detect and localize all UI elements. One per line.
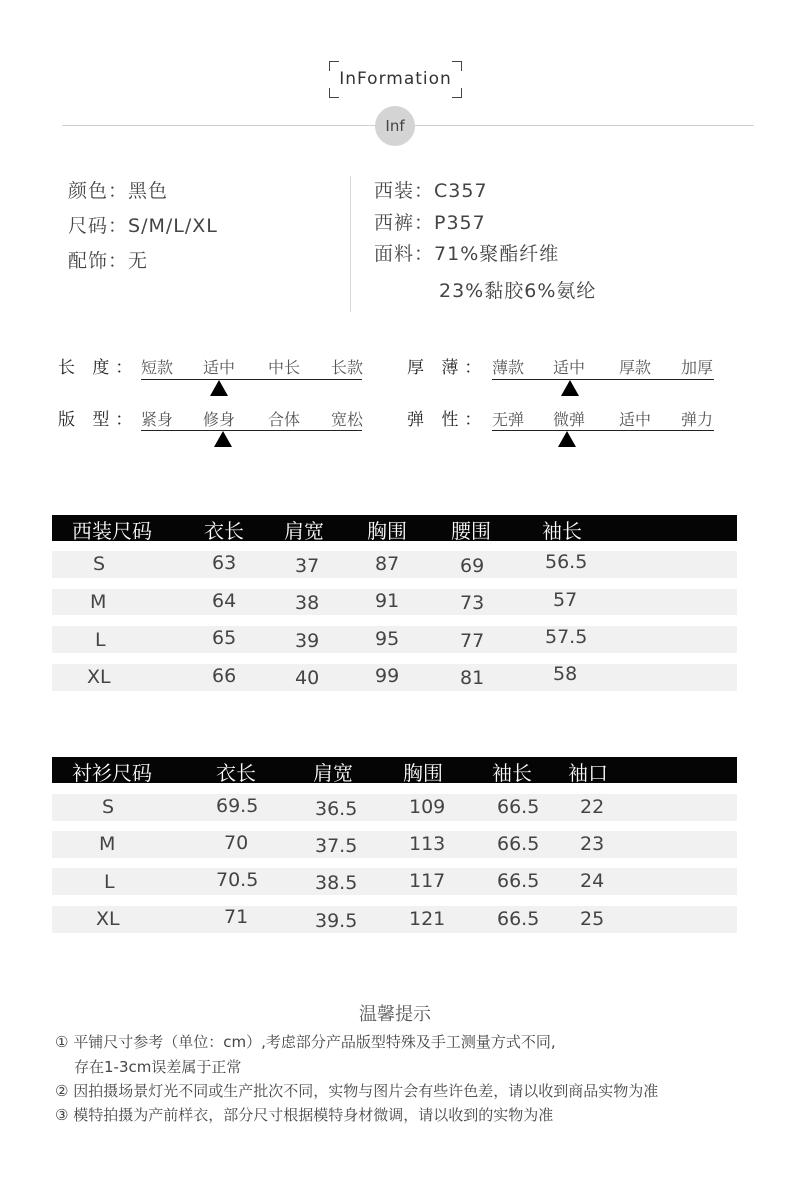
info-label: 面料： — [374, 243, 435, 265]
attr-fit-option: 紧身 — [141, 410, 174, 429]
table-cell: 65 — [212, 627, 237, 649]
info-value: C357 — [434, 180, 488, 202]
table-header-cell: 衣长 — [216, 761, 256, 785]
attr-thickness-scale — [492, 379, 714, 380]
table-cell: 38 — [295, 592, 320, 614]
note-line: ② 因拍摄场景灯光不同或生产批次不同，实物与图片会有些许色差，请以收到商品实物为准 — [55, 1082, 659, 1100]
info-accessory — [68, 246, 148, 273]
table-cell: S — [102, 796, 115, 818]
table-cell: XL — [96, 908, 120, 930]
table-cell: 66 — [212, 665, 237, 687]
note-line: 存在1-3cm误差属于正常 — [74, 1058, 242, 1076]
table-cell: L — [95, 629, 106, 651]
suit-table-header — [52, 515, 737, 541]
info-value: S/M/L/XL — [128, 215, 218, 237]
table-row — [52, 831, 737, 858]
attr-thickness-marker — [561, 380, 579, 396]
attr-thickness-option: 厚款 — [619, 358, 652, 377]
table-cell: 39 — [295, 630, 320, 652]
attr-length-option: 长款 — [331, 358, 364, 377]
table-cell: 22 — [580, 796, 605, 818]
table-row — [52, 794, 737, 821]
table-row — [52, 626, 737, 653]
table-cell: 69 — [460, 555, 485, 577]
note-line: ③ 模特拍摄为产前样衣，部分尺寸根据模特身材微调，请以收到的实物为准 — [55, 1106, 554, 1124]
table-cell: 77 — [460, 630, 485, 652]
table-header-cell: 袖口 — [568, 761, 608, 785]
attr-fit-option: 修身 — [203, 410, 236, 429]
info-value: 23%黏胶6%氨纶 — [439, 280, 597, 302]
table-header-cell: 胸围 — [367, 519, 407, 543]
table-cell: 23 — [580, 833, 605, 855]
attr-thickness-option: 加厚 — [681, 358, 714, 377]
attr-elasticity-option: 适中 — [619, 410, 652, 429]
attr-elasticity-option: 微弹 — [553, 410, 586, 429]
table-cell: 66.5 — [497, 870, 540, 892]
attr-fit-marker — [214, 431, 232, 447]
table-cell: S — [93, 553, 106, 575]
info-value: 黑色 — [128, 180, 169, 202]
attr-fit-option: 合体 — [268, 410, 301, 429]
attr-fit-option: 宽松 — [331, 410, 364, 429]
info-suit — [374, 176, 488, 203]
table-header-cell: 腰围 — [451, 519, 491, 543]
table-cell: 81 — [460, 667, 485, 689]
attr-length-marker — [210, 380, 228, 396]
table-cell: 24 — [580, 870, 605, 892]
table-header-cell: 胸围 — [403, 761, 443, 785]
table-header-cell: 衬衫尺码 — [72, 761, 152, 785]
table-header-cell: 袖长 — [542, 519, 582, 543]
table-cell: 64 — [212, 590, 237, 612]
table-cell: 63 — [212, 552, 237, 574]
attr-elasticity-option: 无弹 — [492, 410, 525, 429]
info-size — [68, 211, 218, 238]
attr-elasticity-option: 弹力 — [681, 410, 714, 429]
info-value: P357 — [434, 212, 486, 234]
table-row — [52, 589, 737, 615]
page-title: InFormation — [339, 69, 452, 89]
table-header-cell: 袖长 — [492, 761, 532, 785]
table-cell: 117 — [409, 870, 446, 892]
table-cell: 113 — [409, 833, 446, 855]
attr-length-option: 中长 — [268, 358, 301, 377]
table-header-cell: 西装尺码 — [72, 519, 152, 543]
table-cell: L — [104, 871, 115, 893]
attr-fit-scale — [141, 430, 362, 431]
table-cell: 73 — [460, 592, 485, 614]
attr-fit-label: 版 型： — [58, 410, 139, 430]
table-cell: 39.5 — [315, 910, 358, 932]
table-cell: 69.5 — [216, 795, 259, 817]
table-cell: 38.5 — [315, 872, 358, 894]
table-cell: 37.5 — [315, 835, 358, 857]
table-cell: 58 — [553, 663, 578, 685]
info-trousers — [374, 208, 486, 235]
table-cell: 95 — [375, 628, 400, 650]
note-line: ① 平铺尺寸参考（单位：cm）,考虑部分产品版型特殊及手工测量方式不同, — [55, 1033, 556, 1051]
table-row — [52, 906, 737, 933]
info-label: 西装： — [374, 180, 435, 202]
table-row — [52, 551, 737, 578]
table-cell: 37 — [295, 555, 320, 577]
table-cell: 121 — [409, 908, 446, 930]
shirt-table-header — [52, 757, 737, 783]
table-cell: 66.5 — [497, 833, 540, 855]
table-cell: 66.5 — [497, 796, 540, 818]
table-cell: 71 — [224, 906, 249, 928]
table-cell: 70 — [224, 832, 249, 854]
info-value: 无 — [128, 250, 149, 272]
table-header-cell: 肩宽 — [313, 761, 353, 785]
table-cell: 91 — [375, 590, 400, 612]
table-cell: 66.5 — [497, 908, 540, 930]
table-header-cell: 衣长 — [204, 519, 244, 543]
attr-length-scale — [141, 379, 362, 380]
table-cell: 109 — [409, 796, 446, 818]
attr-elasticity-scale — [492, 430, 714, 431]
attr-thickness-option: 薄款 — [492, 358, 525, 377]
info-label: 西裤： — [374, 212, 435, 234]
attr-length-option: 适中 — [203, 358, 236, 377]
table-cell: 25 — [580, 908, 605, 930]
table-header-cell: 肩宽 — [284, 519, 324, 543]
table-row — [52, 664, 737, 691]
table-cell: 99 — [375, 665, 400, 687]
info-divider — [350, 176, 351, 312]
table-cell: 70.5 — [216, 869, 259, 891]
table-cell: 57 — [553, 589, 578, 611]
table-cell: 40 — [295, 667, 320, 689]
header-frame — [329, 61, 462, 98]
table-row — [52, 868, 737, 895]
table-cell: M — [99, 833, 116, 855]
info-label: 颜色： — [68, 180, 129, 202]
info-value: 71%聚酯纤维 — [434, 243, 560, 265]
notes-title: 温馨提示 — [359, 1004, 431, 1025]
attr-length-option: 短款 — [141, 358, 174, 377]
info-color — [68, 176, 168, 203]
table-cell: XL — [87, 666, 111, 688]
attr-elasticity-marker — [558, 431, 576, 447]
header-badge: Inf — [375, 106, 415, 146]
attr-length-label: 长 度： — [58, 358, 139, 378]
table-cell: 56.5 — [545, 551, 588, 573]
info-fabric — [374, 239, 559, 266]
info-label: 配饰： — [68, 250, 129, 272]
attr-thickness-option: 适中 — [553, 358, 586, 377]
table-cell: 36.5 — [315, 798, 358, 820]
info-fabric-cont — [439, 276, 596, 303]
table-cell: 57.5 — [545, 626, 588, 648]
info-label: 尺码： — [68, 215, 129, 237]
table-cell: 87 — [375, 553, 400, 575]
attr-thickness-label: 厚 薄： — [407, 358, 488, 378]
table-cell: M — [90, 591, 107, 613]
attr-elasticity-label: 弹 性： — [407, 410, 488, 430]
